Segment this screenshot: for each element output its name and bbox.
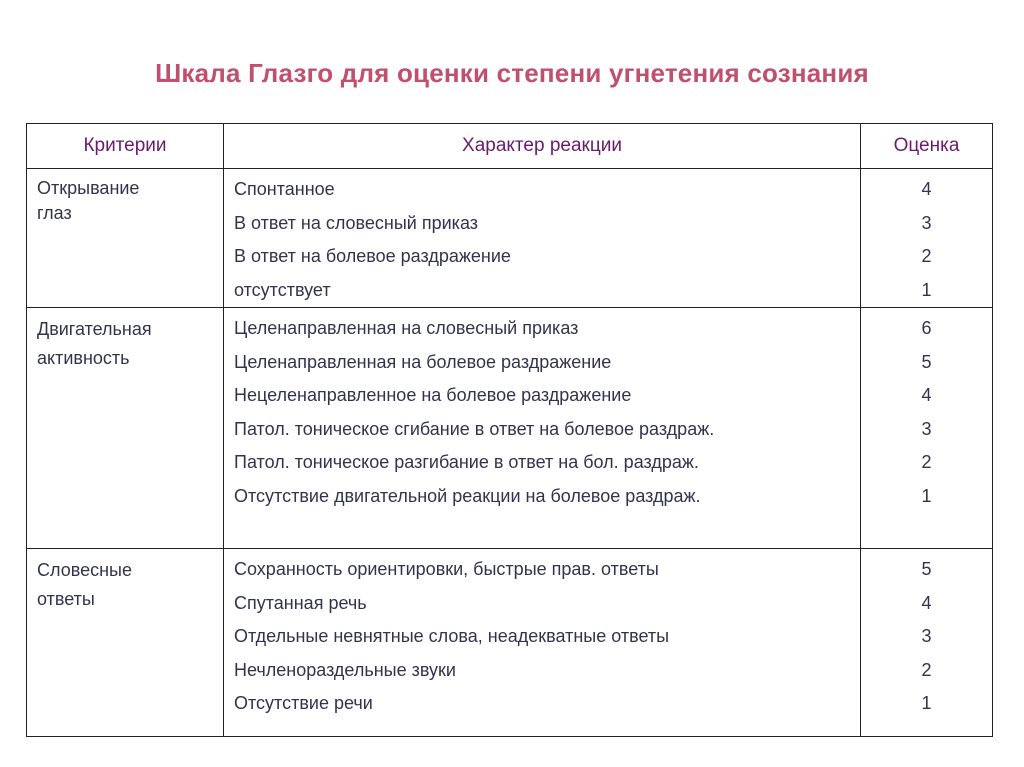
score-value: 1 <box>921 693 932 713</box>
reaction-item: Целенаправленная на словесный приказ <box>234 318 579 338</box>
page-title: Шкала Глазго для оценки степени угнетения сознания <box>155 58 869 88</box>
table-header-row <box>27 124 993 169</box>
score-value: 2 <box>921 452 932 472</box>
score-value: 3 <box>921 418 932 439</box>
header-score: Оценка <box>861 124 993 169</box>
score-value: 3 <box>921 626 932 646</box>
reaction-item: Целенаправленная на болевое раздражение <box>234 351 612 372</box>
reaction-item: Отсутствие двигательной реакции на болевое раздраж. <box>234 485 701 506</box>
reaction-item: Нечленораздельные звуки <box>234 659 456 680</box>
score-value: 4 <box>921 385 932 405</box>
table-row-verbal-response <box>27 549 993 737</box>
reactions-cell <box>224 169 861 308</box>
score-value: 6 <box>921 318 932 338</box>
reaction-item: отсутствует <box>234 279 331 300</box>
table-row-eye-opening <box>27 169 993 308</box>
criteria-label-line1: Словесные <box>37 560 132 580</box>
reaction-item: Спонтанное <box>234 179 335 199</box>
criteria-cell <box>27 308 224 549</box>
scores-cell <box>861 308 993 549</box>
glasgow-scale-table <box>26 123 993 737</box>
score-value: 1 <box>921 485 932 506</box>
reactions-cell <box>224 308 861 549</box>
score-value: 2 <box>921 246 932 266</box>
reaction-item: Патол. тоническое разгибание в ответ на бол. раздраж. <box>234 452 699 472</box>
criteria-label-line1: Открывание <box>37 178 140 198</box>
score-value: 1 <box>921 279 932 300</box>
reaction-item: Патол. тоническое сгибание в ответ на болевое раздраж. <box>234 418 715 439</box>
reaction-item: Сохранность ориентировки, быстрые прав. ответы <box>234 559 659 579</box>
reaction-item: Отсутствие речи <box>234 693 373 713</box>
criteria-cell <box>27 169 224 308</box>
score-value: 5 <box>921 559 932 579</box>
reaction-item: Отдельные невнятные слова, неадекватные ответы <box>234 626 670 646</box>
score-value: 4 <box>921 592 932 613</box>
header-reaction: Характер реакции <box>224 124 861 169</box>
table-row-motor-activity <box>27 308 993 549</box>
criteria-cell <box>27 549 224 737</box>
criteria-label-line2: активность <box>37 348 130 368</box>
criteria-label-line2: ответы <box>37 589 95 609</box>
scores-cell <box>861 169 993 308</box>
reaction-item: В ответ на болевое раздражение <box>234 246 511 266</box>
score-value: 2 <box>921 659 932 680</box>
reactions-cell <box>224 549 861 737</box>
header-criteria: Критерии <box>27 124 224 169</box>
score-value: 5 <box>921 351 932 372</box>
criteria-label-line1: Двигательная <box>37 319 152 339</box>
criteria-label-line2: глаз <box>37 203 72 223</box>
score-value: 3 <box>921 212 932 233</box>
reaction-item: В ответ на словесный приказ <box>234 212 479 233</box>
reaction-item: Спутанная речь <box>234 592 367 613</box>
reaction-item: Нецеленаправленное на болевое раздражение <box>234 385 632 405</box>
score-value: 4 <box>921 179 932 199</box>
scores-cell <box>861 549 993 737</box>
